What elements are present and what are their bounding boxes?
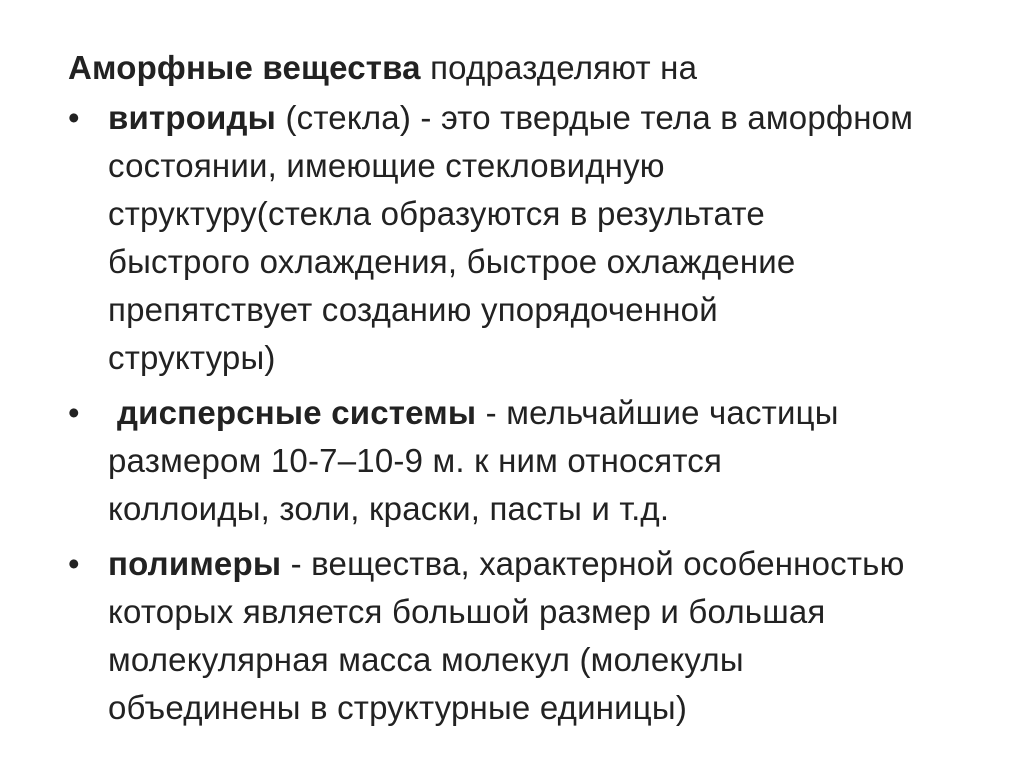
item-line: объединены в структурные единицы)	[108, 689, 688, 726]
item-line: состоянии, имеющие стекловидную	[108, 147, 665, 184]
slide-content	[68, 44, 998, 739]
list-item-polymers	[68, 540, 998, 732]
intro-rest: подразделяют на	[420, 49, 698, 86]
item-line	[108, 94, 998, 142]
item-line: препятствует созданию упорядоченной	[108, 291, 718, 328]
item-term: полимеры	[108, 545, 282, 582]
item-line: размером 10-7–10-9 м. к ним относятся	[108, 442, 723, 479]
bullet-icon: •	[68, 394, 80, 431]
item-line: структуру(стекла образуются в результате	[108, 195, 765, 232]
item-line: коллоиды, золи, краски, пасты и т.д.	[108, 490, 670, 527]
item-line	[108, 540, 998, 588]
intro-line	[68, 44, 998, 92]
item-line: которых является большой размер и большая	[108, 593, 826, 630]
item-text: - мельчайшие частицы	[476, 394, 839, 431]
list-item-vitroids	[68, 94, 998, 382]
item-term: дисперсные системы	[117, 394, 477, 431]
item-term: витроиды	[108, 99, 277, 136]
item-text: - вещества, характерной особенностью	[281, 545, 905, 582]
bullet-list	[68, 94, 998, 732]
item-line: молекулярная масса молекул (молекулы	[108, 641, 744, 678]
item-line: быстрого охлаждения, быстрое охлаждение	[108, 243, 796, 280]
intro-term: Аморфные вещества	[68, 49, 421, 86]
item-text: (стекла) - это твердые тела в аморфном	[276, 99, 914, 136]
list-item-disperse-systems	[68, 389, 998, 533]
item-line	[108, 389, 998, 437]
bullet-icon: •	[68, 545, 80, 582]
bullet-icon: •	[68, 99, 80, 136]
item-line: структуры)	[108, 339, 276, 376]
